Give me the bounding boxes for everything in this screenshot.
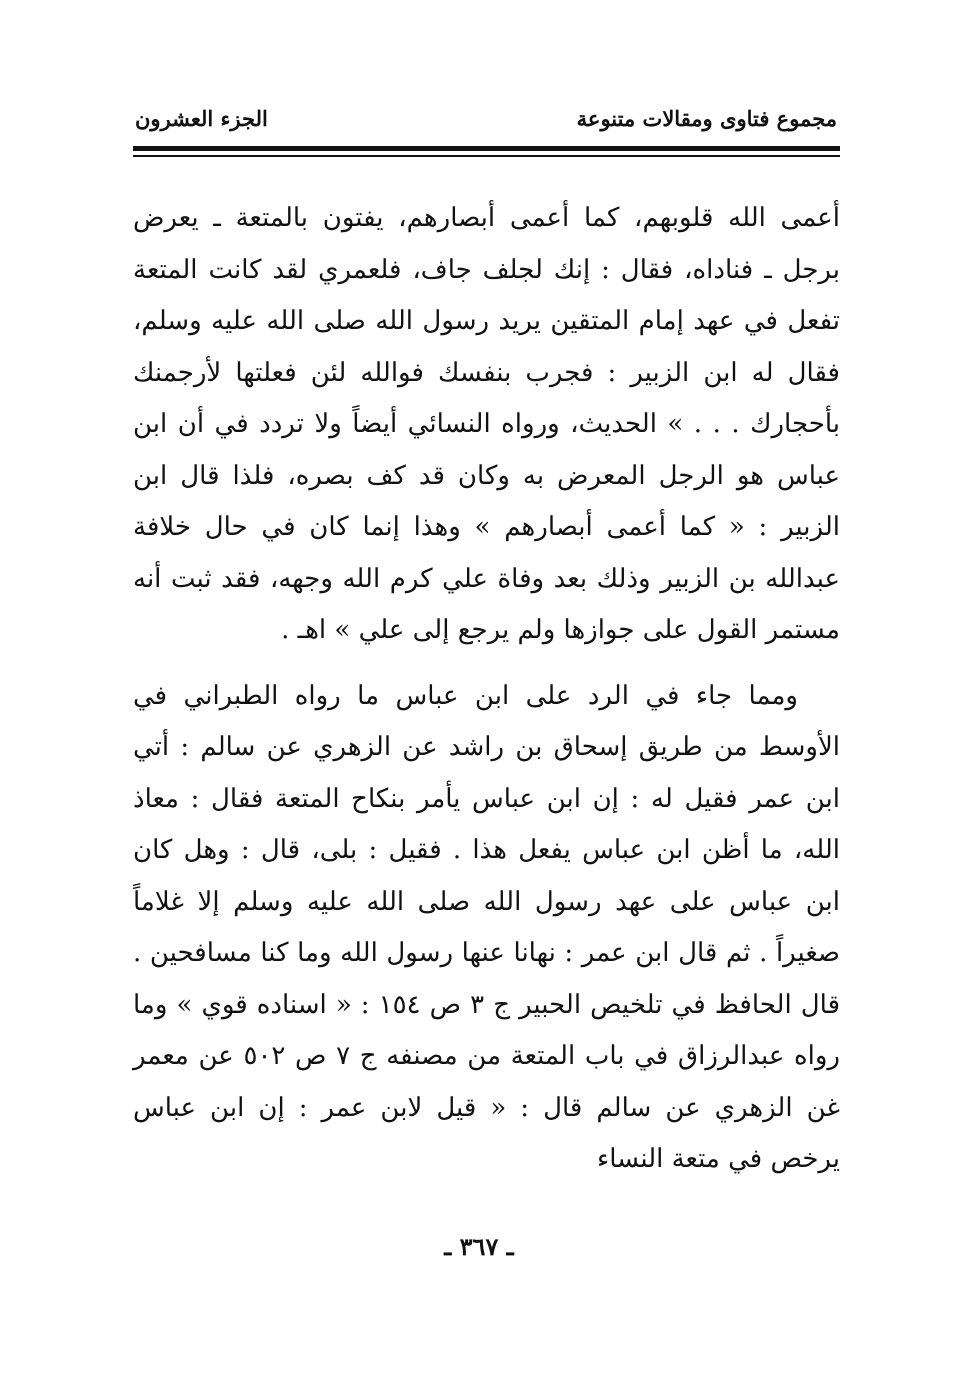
- paragraph-2: ومما جاء في الرد على ابن عباس ما رواه الطبراني في الأوسط من طريق إسحاق بن راشد عن الزهري عن سالم : أتي ابن عمر فقيل له : إن ابن عباس يأمر بنكاح المتعة فقال : معاذ الله، ما أظن ابن عباس يفعل هذا . فقيل : بلى، قال : وهل كان ابن عباس على عهد رسول الله صلى الله عليه وسلم إلا غلاماً صغيراً . ثم قال ابن عمر : نهانا عنها رسول الله وما كنا مسافحين . قال الحافظ في تلخيص الحبير ج ٣ ص ١٥٤ : « اسناده قوي » وما رواه عبدالرزاق في باب المتعة من مصنفه ج ٧ ص ٥٠٢ عن معمر غن الزهري عن سالم قال : « قيل لابن عمر : إن ابن عباس يرخص في متعة النساء: [133, 680, 840, 1174]
- body-text: [133, 193, 840, 1186]
- running-header: [135, 98, 837, 138]
- book-title: مجموع فتاوى ومقالات متنوعة: [576, 105, 837, 131]
- volume-label: الجزء العشرون: [135, 105, 268, 131]
- paragraph-1: أعمى الله قلوبهم، كما أعمى أبصارهم، يفتون بالمتعة ـ يعرض برجل ـ فناداه، فقال : إنك لجلف جاف، فلعمري لقد كانت المتعة تفعل في عهد إمام المتقين يريد رسول الله صلى الله عليه وسلم، فقال له ابن الزبير : فجرب بنفسك فوالله لئن فعلتها لأرجمنك بأحجارك . . . » الحديث، ورواه النسائي أيضاً ولا تردد في أن ابن عباس هو الرجل المعرض به وكان قد كف بصره، فلذا قال ابن الزبير : « كما أعمى أبصارهم » وهذا إنما كان في حال خلافة عبدالله بن الزبير وذلك بعد وفاة علي كرم الله وجهه، فقد ثبت أنه مستمر القول على جوازها ولم يرجع إلى علي » اهـ .: [133, 203, 840, 645]
- header-rule-thin: [133, 155, 840, 157]
- page-number: ـ ٣٦٧ ـ: [444, 1232, 514, 1261]
- header-rule-thick: [133, 146, 840, 151]
